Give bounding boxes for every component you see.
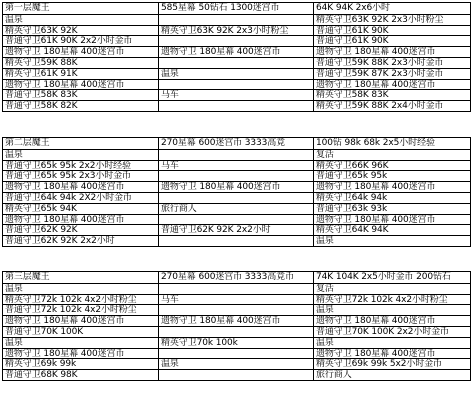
table-cell: 遗物守卫 180星幕 400迷宫币: [158, 47, 313, 57]
table-cell: 旅行商人: [313, 370, 470, 380]
table-row: [3, 192, 470, 203]
table-cell: 普通守卫59K 87K 2x3小时金币: [313, 69, 470, 79]
table-row: [3, 369, 470, 380]
floor-table-1: [2, 2, 471, 112]
table-cell: [158, 58, 313, 68]
table-cell: 74K 104K 2x5小时金币 200钻石: [313, 272, 470, 283]
table-cell: 精英守卫72k 102k 4x2小时粉尘: [313, 295, 470, 305]
table-row: [3, 348, 470, 359]
table-cell: 温泉: [158, 69, 313, 79]
table-cell: 精英守卫63K 92K: [5, 25, 78, 36]
table-row: [3, 68, 470, 79]
table-cell: 温泉: [158, 359, 313, 369]
floor-table-3: [2, 271, 471, 381]
table-cell: 温泉: [5, 149, 23, 160]
table-row: [3, 304, 470, 315]
table-cell: 遗物守卫 180星幕 400迷宫币: [5, 214, 125, 225]
table-cell: 遗物守卫 180星幕 400迷宫币: [5, 79, 125, 90]
table-cell: [158, 171, 313, 181]
table-cell: [158, 305, 313, 315]
table-cell: 第一层魔王: [5, 3, 50, 13]
table-row: [3, 3, 470, 14]
table-cell: 第三层魔王: [5, 272, 50, 282]
table-cell: [158, 36, 313, 46]
table-cell: 精英守卫64k 94k: [313, 193, 470, 203]
table-row: [3, 358, 470, 369]
table-row: [3, 89, 470, 100]
table-row: [3, 181, 470, 192]
table-row: [3, 337, 470, 348]
table-cell: 普通守卫58K 82K: [5, 101, 78, 111]
table-cell: 遗物守卫 180星幕 400迷宫币: [5, 348, 125, 359]
table-row: [3, 272, 470, 283]
table-cell: 温泉: [313, 338, 470, 348]
table-row: [3, 149, 470, 160]
table-cell: [158, 101, 313, 111]
table-cell: 585星幕 50钻石 1300迷宫币: [158, 3, 313, 14]
table-row: [3, 46, 470, 57]
table-cell: 遗物守卫 180星幕 400迷宫币: [158, 182, 313, 192]
table-cell: 温泉: [313, 305, 470, 315]
table-cell: [158, 284, 313, 294]
table-cell: 精英守卫63K 92K 2x3小时粉尘: [158, 26, 313, 36]
table-cell: [158, 327, 313, 337]
table-cell: 复活: [313, 284, 470, 294]
table-cell: 遗物守卫 180星幕 400迷宫币: [313, 316, 470, 326]
table-row: [3, 235, 470, 246]
table-cell: 普通守卫63k 93k: [313, 204, 470, 214]
floor-table-2: [2, 137, 471, 247]
table-cell: 遗物守卫 180星幕 400迷宫币: [5, 47, 125, 57]
table-row: [3, 170, 470, 181]
table-cell: 普通守卫64k 94k 2X2小时金币: [5, 192, 132, 203]
table-cell: 64K 94K 2x6小时: [313, 3, 470, 14]
table-row: [3, 294, 470, 305]
table-cell: 温泉: [5, 337, 23, 348]
table-cell: 遗物守卫 180星幕 400迷宫币: [5, 182, 125, 192]
table-cell: 遗物守卫 180星幕 400迷宫币: [313, 215, 470, 225]
table-cell: 100钻 98k 68k 2x5小时经验: [313, 138, 470, 149]
table-cell: 精英守卫61K 91K: [5, 68, 78, 79]
table-cell: 遗物守卫 180星幕 400迷宫币: [313, 182, 470, 192]
table-cell: 遗物守卫 180星幕 400迷宫币: [313, 80, 470, 90]
table-cell: [158, 15, 313, 25]
table-row: [3, 79, 470, 90]
table-cell: 普通守卫70K 100K: [5, 326, 84, 337]
table-cell: 普通守卫65k 95k 2x3小时金币: [5, 171, 131, 182]
table-cell: [158, 370, 313, 380]
table-cell: 普通守卫65k 95k 2x2小时经验: [5, 160, 131, 171]
table-cell: 马车: [158, 295, 313, 305]
table-cell: 遗物守卫 180星幕 400迷宫币: [5, 316, 125, 326]
table-row: [3, 326, 470, 337]
table-cell: 270星幕 600迷宫币 3333高竟: [158, 138, 313, 149]
table-cell: 普通守卫72k 102k 4x2小时粉尘: [5, 305, 137, 316]
table-cell: 温泉: [5, 14, 23, 25]
table-cell: 遗物守卫 180星幕 400迷宫币: [313, 349, 470, 359]
table-cell: 普通守卫61K 90K 2x2小时金币: [5, 36, 133, 47]
table-cell: 精英守卫69k 99k: [5, 359, 77, 370]
table-row: [3, 214, 470, 225]
table-cell: 遗物守卫 180星幕 400迷宫币: [158, 316, 313, 326]
table-cell: 精英守卫72k 102k 4x2小时粉尘: [5, 294, 137, 305]
table-cell: 精英守卫65k 94K: [5, 203, 77, 214]
table-cell: 精英守卫64K 94K: [313, 225, 470, 235]
table-row: [3, 315, 470, 326]
table-cell: 温泉: [5, 283, 23, 294]
table-cell: [158, 349, 313, 359]
table-cell: 普通守卫62K 92K 2x2小时: [5, 236, 115, 246]
table-row: [3, 25, 470, 36]
table-row: [3, 160, 470, 171]
table-cell: 普通守卫61K 90K: [313, 36, 470, 46]
table-cell: [158, 215, 313, 225]
table-cell: [158, 193, 313, 203]
table-cell: 普通守卫68K 98K: [5, 370, 78, 380]
table-cell: 普通守卫61K 90K: [313, 26, 470, 36]
table-cell: 温泉: [313, 236, 470, 246]
table-row: [3, 138, 470, 149]
table-cell: 精英守卫59K 88K 2x4小时金币: [313, 101, 470, 111]
table-cell: 普通守卫59K 88K 2x3小时金币: [313, 58, 470, 68]
table-cell: 马车: [158, 90, 313, 100]
table-cell: 普通守卫62K 92K: [5, 225, 78, 236]
table-cell: [158, 236, 313, 246]
table-cell: 普通守卫70K 100K 2x2小时金币: [313, 327, 470, 337]
table-row: [3, 100, 470, 111]
table-row: [3, 283, 470, 294]
table-cell: 旅行商人: [158, 204, 313, 214]
table-cell: 精英守卫58K 83K: [313, 90, 470, 100]
table-cell: 复活: [313, 150, 470, 160]
table-row: [3, 203, 470, 214]
table-cell: [158, 150, 313, 160]
table-cell: 遗物守卫 180星幕 400迷宫币: [313, 47, 470, 57]
table-row: [3, 14, 470, 25]
table-cell: 普通守卫62K 92K 2x2小时: [158, 225, 313, 235]
table-cell: 普通守卫58K 83K: [5, 90, 78, 101]
table-cell: 精英守卫70k 100k: [158, 338, 313, 348]
table-cell: 精英守卫63K 92K 2x3小时粉尘: [313, 15, 470, 25]
table-row: [3, 57, 470, 68]
table-cell: 精英守卫69k 99k 5x2小时金币: [313, 359, 470, 369]
table-cell: [158, 80, 313, 90]
table-cell: 第二层魔王: [5, 138, 50, 148]
table-row: [3, 224, 470, 235]
table-cell: 精英守卫66K 96K: [313, 161, 470, 171]
table-cell: 马车: [158, 161, 313, 171]
table-row: [3, 35, 470, 46]
table-cell: 普通守卫65k 95k: [313, 171, 470, 181]
table-cell: 270星幕 600迷宫币 3333高竟币: [158, 272, 313, 283]
table-cell: 精英守卫59K 88K: [5, 57, 78, 68]
